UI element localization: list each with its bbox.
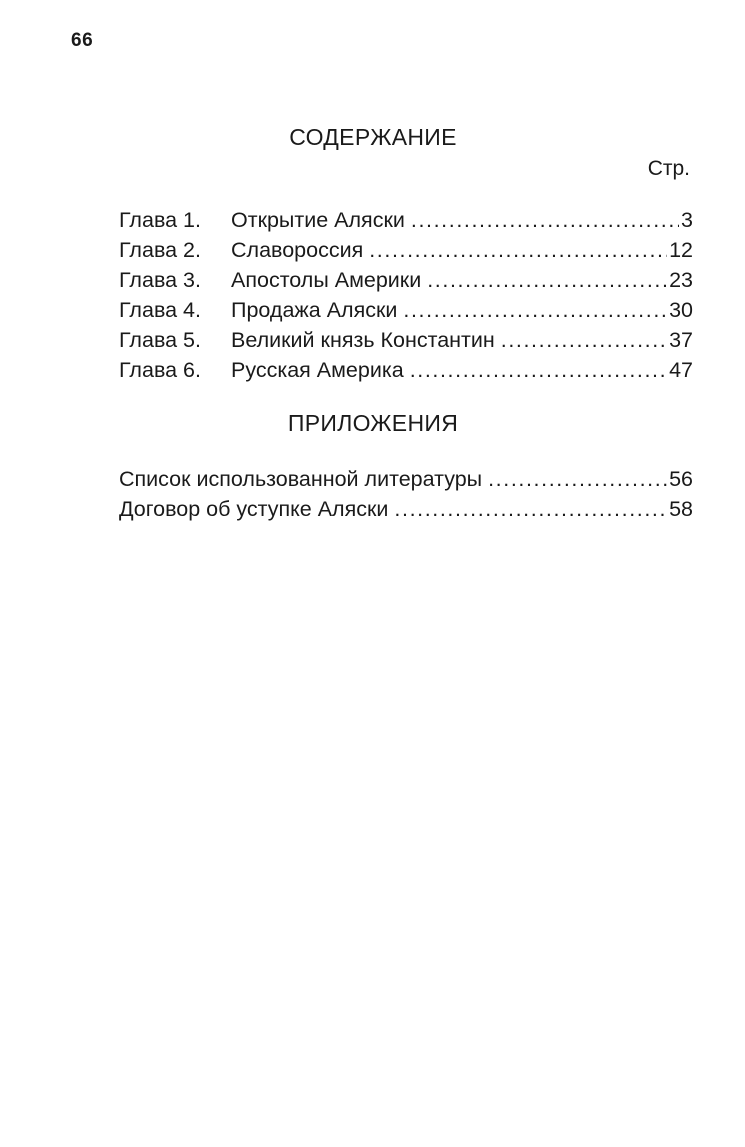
toc-entry — [119, 464, 693, 494]
chapter-title: Апостолы Америки — [231, 268, 422, 292]
dot-leader — [411, 205, 679, 235]
dot-leader — [427, 265, 667, 295]
toc-entry — [119, 494, 693, 524]
toc-entry — [119, 205, 693, 235]
contents-list — [119, 205, 693, 385]
appendix-title: Договор об уступке Аляски — [119, 497, 389, 521]
chapter-title: Великий князь Константин — [231, 328, 495, 352]
toc-entry — [119, 235, 693, 265]
appendices-list — [119, 464, 693, 524]
dot-leader — [394, 494, 667, 524]
page-reference: 58 — [669, 497, 693, 521]
dot-leader — [488, 464, 667, 494]
page-reference: 23 — [669, 268, 693, 292]
dot-leader — [501, 325, 667, 355]
page-reference: 12 — [669, 238, 693, 262]
dot-leader — [369, 235, 667, 265]
toc-entry — [119, 325, 693, 355]
appendix-title: Список использованной литературы — [119, 467, 483, 491]
page-reference: 56 — [669, 467, 693, 491]
chapter-number: Глава 3. — [119, 268, 201, 292]
chapter-title: Открытие Аляски — [231, 208, 405, 232]
chapter-number: Глава 6. — [119, 358, 201, 382]
page-reference: 3 — [681, 208, 693, 232]
toc-entry — [119, 355, 693, 385]
chapter-number: Глава 1. — [119, 208, 201, 232]
appendices-heading: ПРИЛОЖЕНИЯ — [287, 410, 459, 436]
page-reference: 47 — [669, 358, 693, 382]
dot-leader — [403, 295, 667, 325]
chapter-title: Русская Америка — [231, 358, 404, 382]
page-reference: 37 — [669, 328, 693, 352]
chapter-number: Глава 4. — [119, 298, 201, 322]
page-reference: 30 — [669, 298, 693, 322]
dot-leader — [410, 355, 667, 385]
toc-entry — [119, 295, 693, 325]
toc-entry — [119, 265, 693, 295]
chapter-title: Славороссия — [231, 238, 364, 262]
page-column-label: Стр. — [647, 157, 690, 180]
chapter-title: Продажа Аляски — [231, 298, 398, 322]
page-number: 66 — [71, 30, 94, 51]
chapter-number: Глава 2. — [119, 238, 201, 262]
contents-heading: СОДЕРЖАНИЕ — [289, 124, 457, 150]
chapter-number: Глава 5. — [119, 328, 201, 352]
